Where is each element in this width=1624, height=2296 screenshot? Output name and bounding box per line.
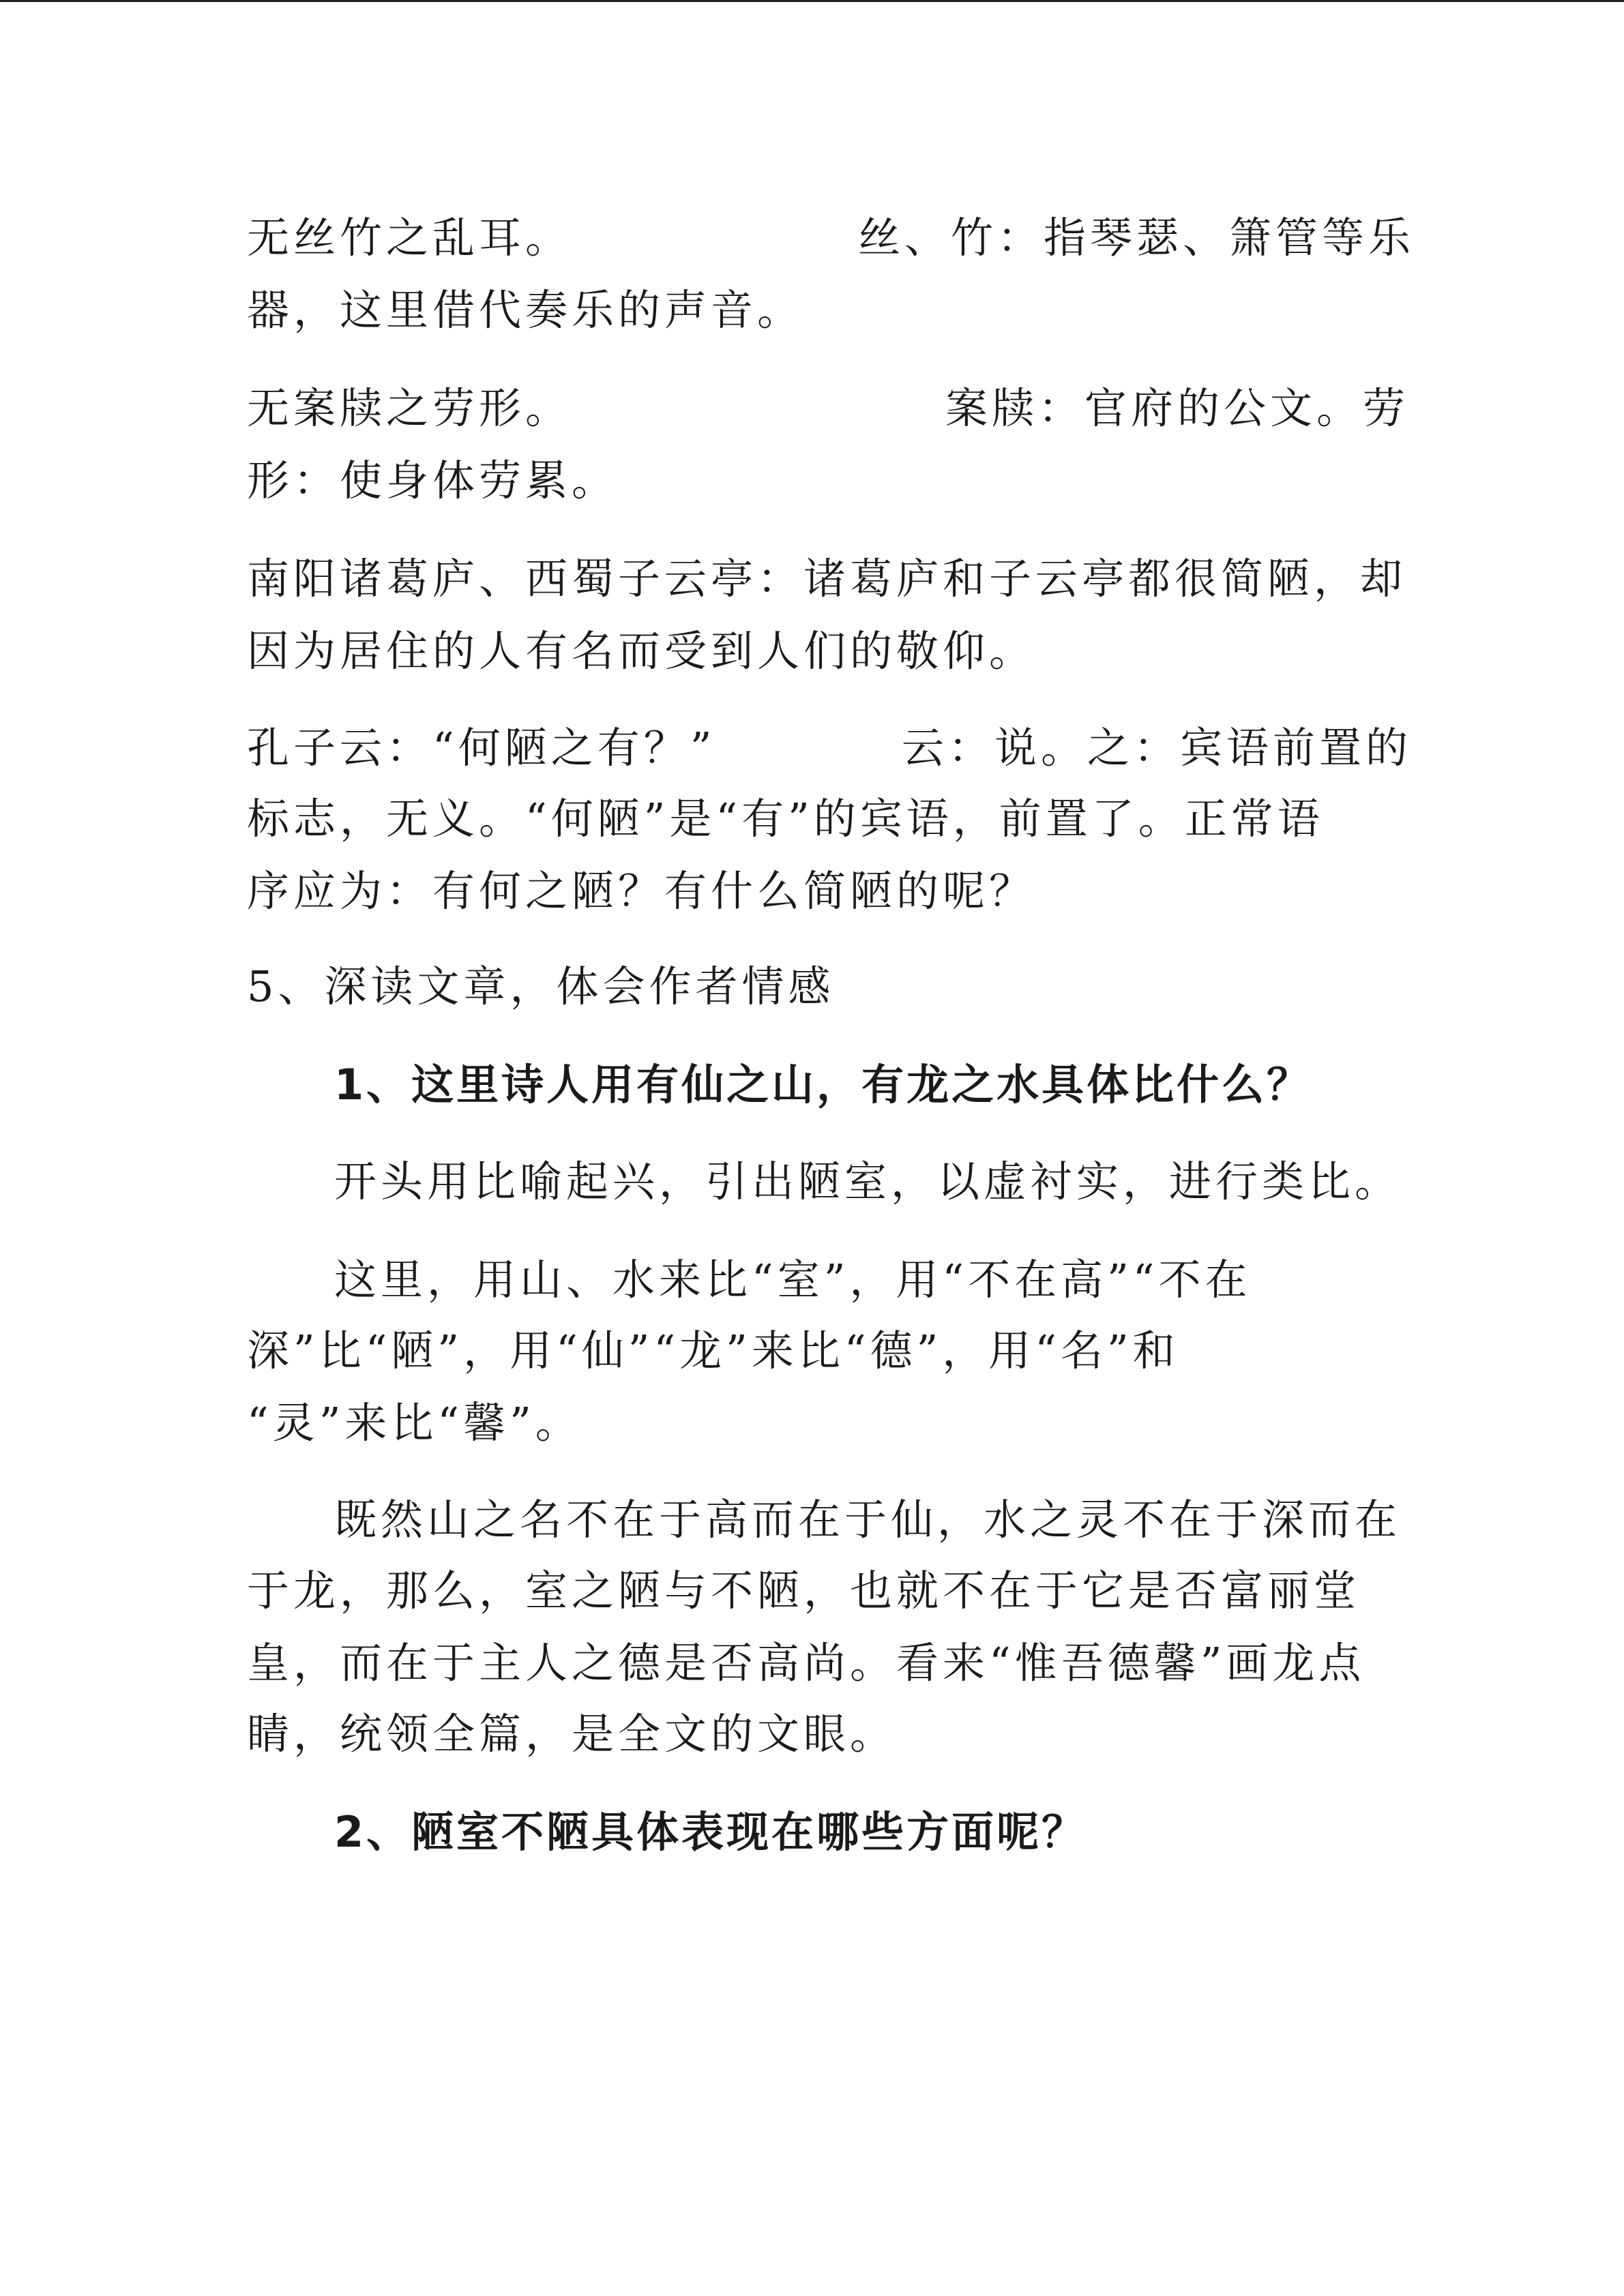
question-1-heading: 1、这里诗人用有仙之山，有龙之水具体比什么？ <box>334 1060 1312 1109</box>
section-5-heading: 5、深读文章，体会作者情感 <box>247 961 835 1011</box>
annotation-1-term: 无丝竹之乱耳。 <box>247 213 572 263</box>
annotation-4-note-cont-1: 标志，无义。“何陋”是“有”的宾语，前置了。正常语 <box>247 794 1324 844</box>
question-1-paragraph-2-line-1: 这里，用山、水来比“室”，用“不在高”“不在 <box>334 1255 1252 1304</box>
page-top-border <box>0 0 1624 2</box>
question-2-heading: 2、陋室不陋具体表现在哪些方面呢？ <box>334 1807 1087 1857</box>
question-1-paragraph-2-line-3: “灵”来比“馨”。 <box>247 1398 582 1448</box>
question-1-paragraph-3-line-3: 皇，而在于主人之德是否高尚。看来“惟吾德馨”画龙点 <box>247 1638 1365 1688</box>
question-1-paragraph-3-line-4: 睛，统领全篇，是全文的文眼。 <box>247 1709 897 1759</box>
annotation-3-line-2: 因为居住的人有名而受到人们的敬仰。 <box>247 626 1036 676</box>
annotation-2-note: 案牍：官府的公文。劳 <box>945 383 1410 433</box>
question-1-paragraph-1: 开头用比喻起兴，引出陋室，以虚衬实，进行类比。 <box>334 1157 1402 1206</box>
annotation-4-note-cont-2: 序应为：有何之陋？有什么简陋的呢？ <box>247 866 1036 916</box>
question-1-paragraph-3-line-1: 既然山之名不在于高而在于仙，水之灵不在于深而在 <box>334 1495 1402 1545</box>
annotation-4-term: 孔子云：“何陋之有？” <box>247 723 716 773</box>
annotation-4-note: 云：说。之：宾语前置的 <box>902 723 1413 773</box>
question-1-paragraph-3-line-2: 于龙，那么，室之陋与不陋，也就不在于它是否富丽堂 <box>247 1566 1361 1615</box>
annotation-1-note: 丝、竹：指琴瑟、箫管等乐 <box>858 213 1415 263</box>
annotation-3-line-1: 南阳诸葛庐、西蜀子云亭：诸葛庐和子云亭都很简陋，却 <box>247 554 1407 603</box>
annotation-1-note-cont: 器，这里借代奏乐的声音。 <box>247 285 804 335</box>
annotation-2-term: 无案牍之劳形。 <box>247 383 572 433</box>
annotation-2-note-cont: 形：使身体劳累。 <box>247 456 619 505</box>
question-1-paragraph-2-line-2: 深”比“陋”，用“仙”“龙”来比“德”，用“名”和 <box>247 1326 1179 1375</box>
